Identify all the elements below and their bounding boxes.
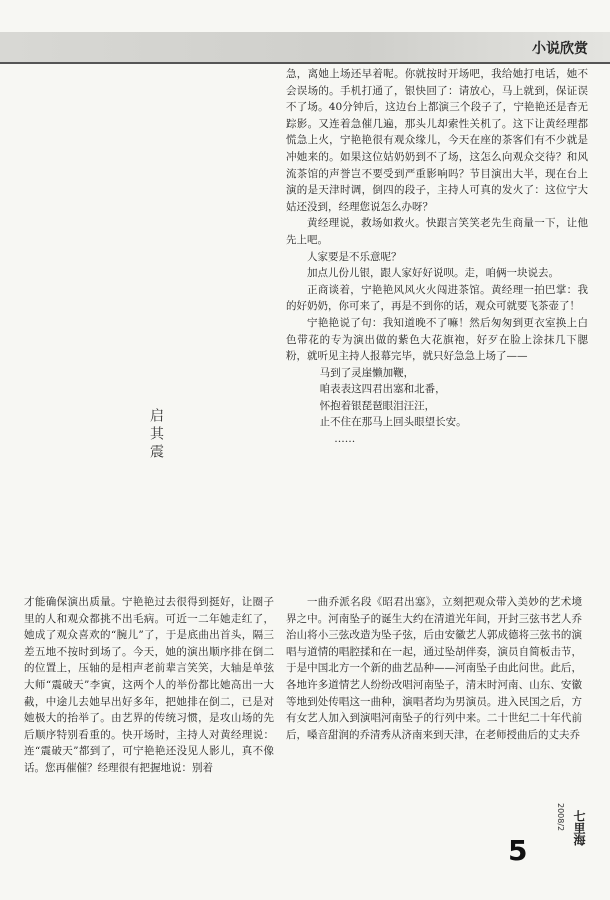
- ellipsis: ……: [334, 433, 356, 446]
- left-column-bottom: [24, 594, 274, 834]
- magazine-name: 七里海: [572, 810, 586, 846]
- author-name: 启其震: [148, 408, 164, 462]
- header-rule: [0, 62, 610, 64]
- issue-number: 2008/2: [556, 803, 565, 832]
- header-band: [0, 32, 610, 62]
- paragraph: 宁艳艳说了句：我知道晚不了嘛！然后匆匆到更衣室换上白色带花的专为演出做的紫色大花旗袍，好歹在脸上涂抹几下腮粉，就听见主持人报幕完毕，就只好急急上场了——: [286, 316, 588, 363]
- paragraph: 黄经理说，救场如救火。快跟言笑笑老先生商量一下，让他先上吧。: [286, 217, 588, 246]
- verse-line: 怀抱着银琵琶眼泪汪汪，: [319, 399, 436, 412]
- verse-line: 马到了灵崖懒加鞭，: [319, 366, 415, 379]
- verse-line: 止不住在那马上回头眼望长安。: [319, 416, 467, 429]
- right-column-bottom: [286, 594, 582, 834]
- paragraph: 才能确保演出质量。宁艳艳过去很得到挺好，让圈子里的人和观众都挑不出毛病。可近一二年她走红了，她成了观众喜欢的“腕儿”了，于是底曲出首头，隔三差五地不按时到场了。今天，她的演出顺序排在倒二的位置上，压轴的是相声老前辈言笑笑，大轴是单弦大师“震破天”李寅，这两个人的举份都比她高出一大截，中途儿去她早出好多年，把她排在倒二，已是对她极大的抬举了。由艺界的传统习惯，是攻山场的先后顺序特别看重的。快开场时，主持人对黄经理说：连“震破天”都到了，可宁艳艳还没见人影儿，真不像话。您再催催？经理很有把握地说：别着: [24, 596, 274, 774]
- verse-line: 咱表表这四君出塞和北番，: [319, 383, 446, 396]
- paragraph: 加点儿份儿银，跟人家好好说呗。走，咱俩一块说去。: [307, 267, 559, 280]
- paragraph: 急，离她上场还早着呢。你就按时开场吧，我给她打电话，她不会误场的。手机打通了，银快回了：请放心，马上就到，保证误不了场。40分钟后，这边台上都演三个段子了，宁艳艳还是杳无踪影。又连着急催几遍，那头儿却索性关机了。这下让黄经理都慌急上火，宁艳艳很有观众缘儿，今天在座的茶客们有不少就是冲她来的。如果这位姑奶奶到不了场，这怎么向观众交待？和风流茶馆的声誉岂不要受到严重影响吗？节目演出大半，现在台上演的是天津时调，倒四的段子，主持人可真的发火了：这位宁大姑还没到，经理您说怎么办呀？: [286, 68, 588, 213]
- right-column-top: [286, 66, 588, 578]
- paragraph: 正商谈着，宁艳艳风风火火闯进茶馆。黄经理一拍巴掌：我的好奶奶，你可来了，再是不到你的话，观众可就要飞茶壶了！: [286, 283, 588, 313]
- paragraph: 一曲乔派名段《昭君出塞》，立刻把观众带入美妙的艺术境界之中。河南坠子的诞生大约在清道光年间，开封三弦书艺人乔治山将小三弦改造为坠子弦，后由安徽艺人郭成德将三弦书的演唱与道情的唱腔揉和在一起，通过坠胡伴奏，演员自简板击节，于是中国北方一个新的曲艺品种——河南坠子由此问世。此后，各地许多道情艺人纷纷改唱河南坠子，清末时河南、山东、安徽等地到处传唱这一曲种，演唱者均为男演员。进入民国之后，方有女艺人加入到演唱河南坠子的行列中来。二十世纪二十年代前后，嗓音甜润的乔清秀从济南来到天津，在老师授曲后的丈夫乔: [286, 596, 582, 741]
- section-title: 小说欣赏: [532, 41, 588, 57]
- paragraph: 人家要是不乐意呢？: [307, 250, 402, 263]
- page-number: 5: [508, 834, 528, 867]
